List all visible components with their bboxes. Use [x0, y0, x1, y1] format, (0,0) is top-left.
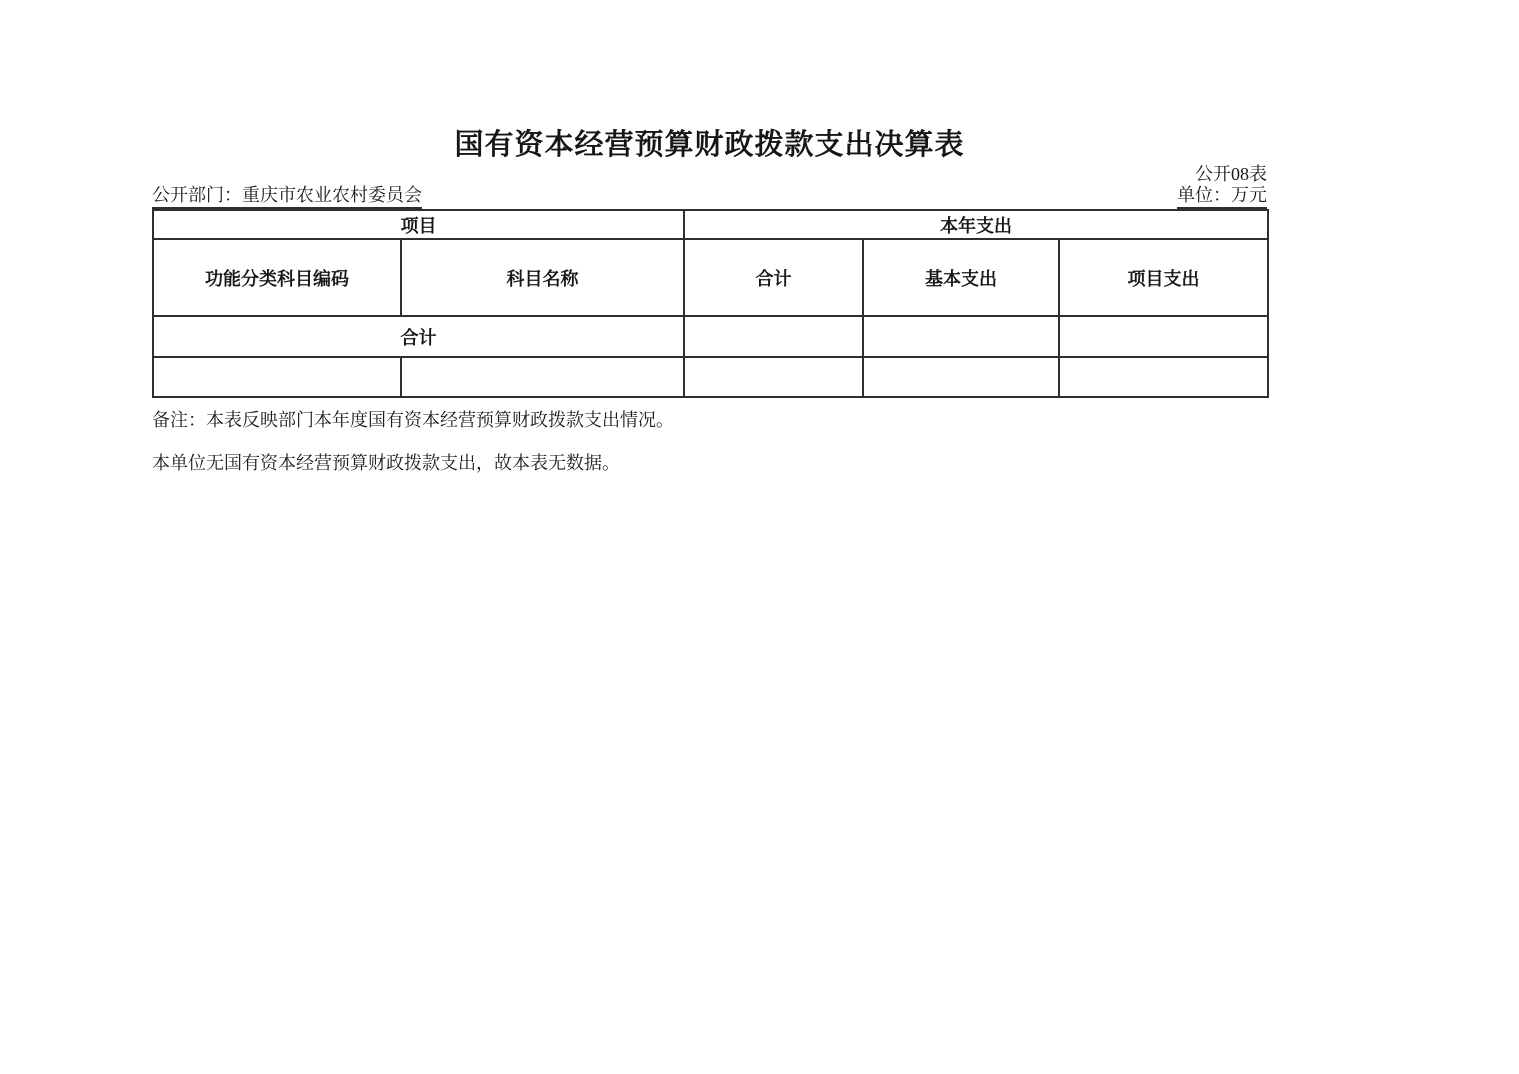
notes-section [152, 410, 1267, 496]
data-row-total-cell [684, 357, 863, 397]
group-header-project: 项目 [153, 210, 684, 239]
note-no-data: 本单位无国有资本经营预算财政拨款支出，故本表无数据。 [152, 453, 620, 473]
total-row-total-cell [684, 316, 863, 357]
meta-row [152, 185, 1267, 209]
data-row-name-cell [401, 357, 684, 397]
col-header-subject-name: 科目名称 [401, 239, 684, 316]
note-remark: 备注：本表反映部门本年度国有资本经营预算财政拨款支出情况。 [152, 410, 674, 430]
fiscal-expenditure-table [152, 209, 1269, 398]
table-code-label: 公开08表 [1195, 164, 1267, 184]
col-header-function-code: 功能分类科目编码 [153, 239, 401, 316]
data-row-code-cell [153, 357, 401, 397]
col-header-project-expenditure: 项目支出 [1059, 239, 1268, 316]
data-row-project-cell [1059, 357, 1268, 397]
group-header-row [153, 210, 1268, 239]
total-row-project-cell [1059, 316, 1268, 357]
department-label: 公开部门：重庆市农业农村委员会 [152, 185, 422, 209]
empty-data-row [153, 357, 1268, 397]
group-header-current-year-expenditure: 本年支出 [684, 210, 1268, 239]
total-row-label: 合计 [153, 316, 684, 357]
page-title: 国有资本经营预算财政拨款支出决算表 [454, 129, 965, 161]
col-header-total: 合计 [684, 239, 863, 316]
data-row-basic-cell [863, 357, 1059, 397]
total-row-basic-cell [863, 316, 1059, 357]
col-header-basic-expenditure: 基本支出 [863, 239, 1059, 316]
column-header-row [153, 239, 1268, 316]
total-row [153, 316, 1268, 357]
unit-label: 单位：万元 [1177, 185, 1267, 209]
